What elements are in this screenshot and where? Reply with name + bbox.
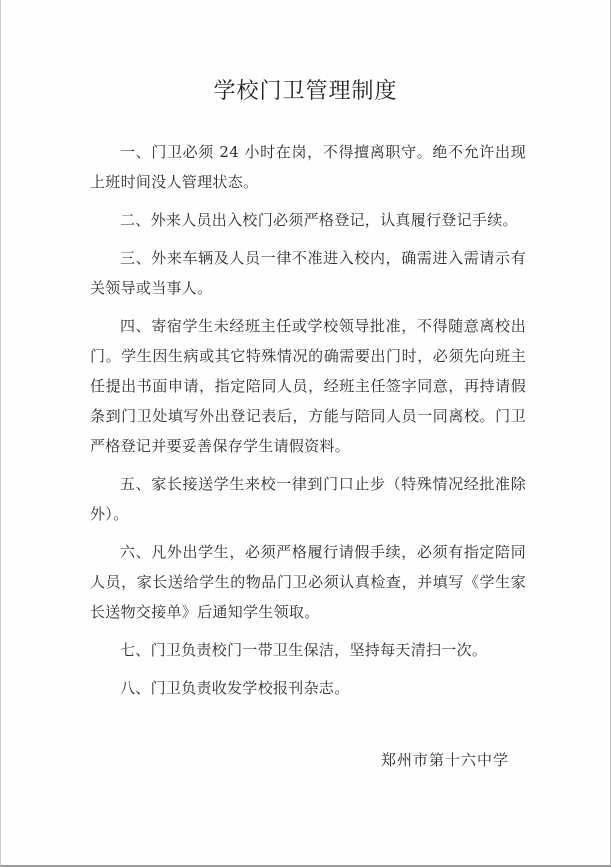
- rule-paragraph-1: 一、门卫必须 24 小时在岗，不得擅离职守。绝不允许出现上班时间没人管理状态。: [90, 143, 526, 191]
- rule-paragraph-4: 四、寄宿学生未经班主任或学校领导批准，不得随意离校出门。学生因生病或其它特殊情况的确需要出门时，必须先向班主任提出书面申请，指定陪同人员，经班主任签字同意，再持请假条到门卫处填写外出登记表后，方能与陪同人员一同离校。门卫严格登记并要妥善保存学生请假资料。: [90, 317, 526, 455]
- document-title: 学校门卫管理制度: [213, 79, 398, 104]
- rule-paragraph-3: 三、外来车辆及人员一律不准进入校内，确需进入需请示有关领导或当事人。: [90, 249, 526, 297]
- rule-paragraph-8: 八、门卫负责收发学校报刊杂志。: [120, 679, 350, 697]
- document-body: [90, 137, 526, 711]
- rule-paragraph-6: 六、凡外出学生，必须严格履行请假手续，必须有指定陪同人员，家长送给学生的物品门卫必须认真检查，并填写《学生家长送物交接单》后通知学生领取。: [90, 543, 526, 621]
- rule-paragraph-2: 二、外来人员出入校门必须严格登记，认真履行登记手续。: [120, 211, 518, 229]
- signature-organization: 郑州市第十六中学: [381, 751, 510, 769]
- rule-paragraph-7: 七、门卫负责校门一带卫生保洁，坚持每天清扫一次。: [120, 641, 488, 659]
- rule-paragraph-5: 五、家长接送学生来校一律到门口止步（特殊情况经批准除外）。: [90, 475, 526, 523]
